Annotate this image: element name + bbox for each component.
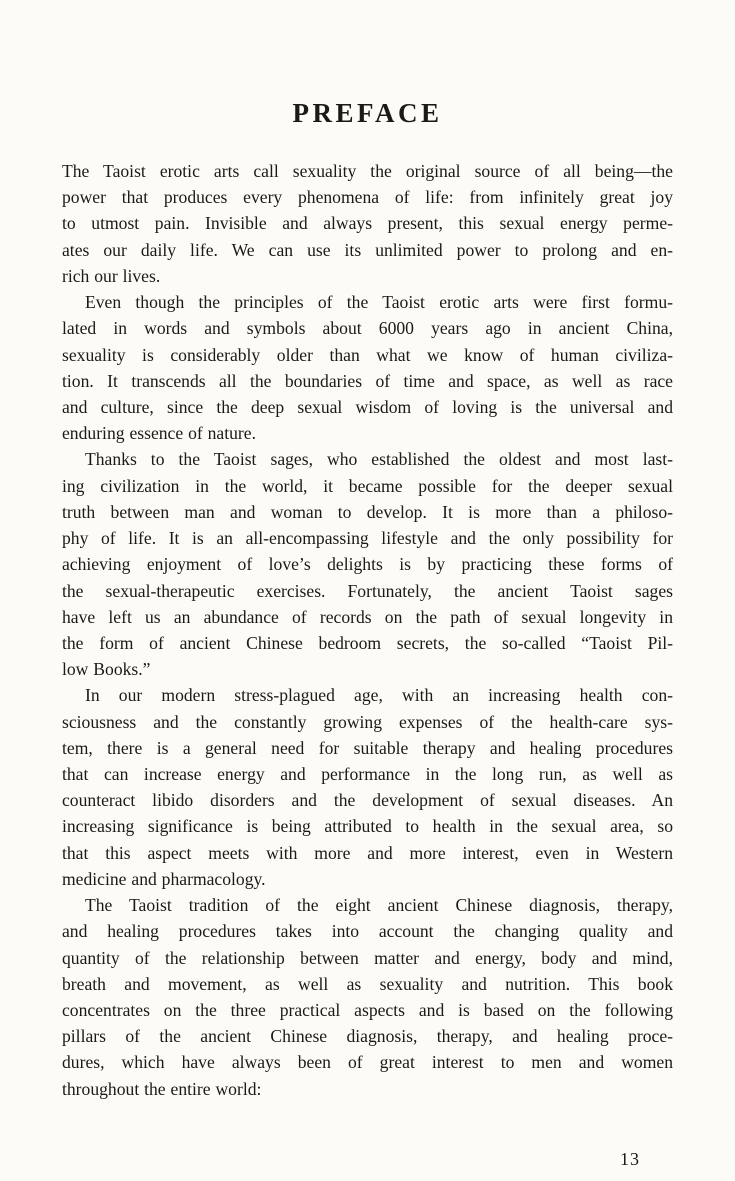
text-line: sciousness and the constantly growing expenses of the health-care sys- — [62, 711, 673, 732]
text-line: truth between man and woman to develop. It is more than a philoso- — [62, 501, 673, 522]
page-title: PREFACE — [292, 98, 443, 128]
text-line: tem, there is a general need for suitable therapy and healing procedures — [62, 737, 673, 758]
text-line: low Books.” — [62, 659, 151, 680]
text-line: and healing procedures takes into account the changing quality and — [62, 921, 673, 942]
text-line: lated in words and symbols about 6000 years ago in ancient China, — [62, 318, 673, 339]
text-line: The Taoist erotic arts call sexuality the original source of all being—the — [62, 161, 673, 181]
text-line: have left us an abundance of records on the path of sexual longevity in — [62, 606, 673, 627]
paragraph — [62, 446, 673, 682]
text-line: rich our lives. — [62, 265, 161, 286]
text-line: phy of life. It is an all-encompassing lifestyle and the only possibility for — [62, 528, 673, 549]
text-line: ing civilization in the world, it became possible for the deeper sexual — [62, 475, 673, 496]
text-line: and culture, since the deep sexual wisdom of loving is the universal and — [62, 396, 673, 417]
text-line: to utmost pain. Invisible and always present, this sexual energy perme- — [62, 213, 673, 234]
text-line: the form of ancient Chinese bedroom secrets, the so-called “Taoist Pil- — [62, 632, 673, 653]
paragraph — [62, 158, 673, 289]
text-line: concentrates on the three practical aspects and is based on the following — [62, 1000, 673, 1020]
text-line: dures, which have always been of great interest to men and women — [62, 1052, 673, 1073]
page-number: 13 — [620, 1149, 640, 1169]
text-line: The Taoist tradition of the eight ancient Chinese diagnosis, therapy, — [85, 895, 673, 916]
text-line: Even though the principles of the Taoist erotic arts were first formu- — [85, 292, 673, 313]
text-line: increasing significance is being attributed to health in the sexual area, so — [62, 816, 673, 837]
text-line: power that produces every phenomena of life: from infinitely great joy — [62, 187, 673, 208]
text-line: pillars of the ancient Chinese diagnosis, therapy, and healing proce- — [62, 1026, 673, 1047]
text-line: ates our daily life. We can use its unlimited power to prolong and en- — [62, 239, 673, 260]
paragraph — [62, 289, 673, 446]
text-line: the sexual-therapeutic exercises. Fortunately, the ancient Taoist sages — [62, 580, 673, 601]
text-line: tion. It transcends all the boundaries of time and space, as well as race — [62, 370, 673, 391]
text-line: enduring essence of nature. — [62, 423, 256, 444]
text-line: In our modern stress-plagued age, with an increasing health con- — [85, 685, 673, 706]
text-line: medicine and pharmacology. — [62, 868, 266, 889]
text-line: sexuality is considerably older than what we know of human civiliza- — [62, 344, 673, 365]
paragraph — [62, 892, 673, 1102]
text-line: breath and movement, as well as sexuality and nutrition. This book — [62, 973, 673, 994]
page-body — [62, 158, 673, 1102]
text-line: quantity of the relationship between matter and energy, body and mind, — [62, 947, 673, 968]
text-line: throughout the entire world: — [62, 1078, 262, 1099]
text-line: that can increase energy and performance in the long run, as well as — [62, 764, 673, 785]
paragraph — [62, 682, 673, 892]
text-line: Thanks to the Taoist sages, who established the oldest and most last- — [85, 449, 673, 470]
text-line: achieving enjoyment of love’s delights is by practicing these forms of — [62, 554, 673, 575]
text-line: counteract libido disorders and the development of sexual diseases. An — [62, 790, 673, 811]
text-line: that this aspect meets with more and more interest, even in Western — [62, 842, 673, 863]
